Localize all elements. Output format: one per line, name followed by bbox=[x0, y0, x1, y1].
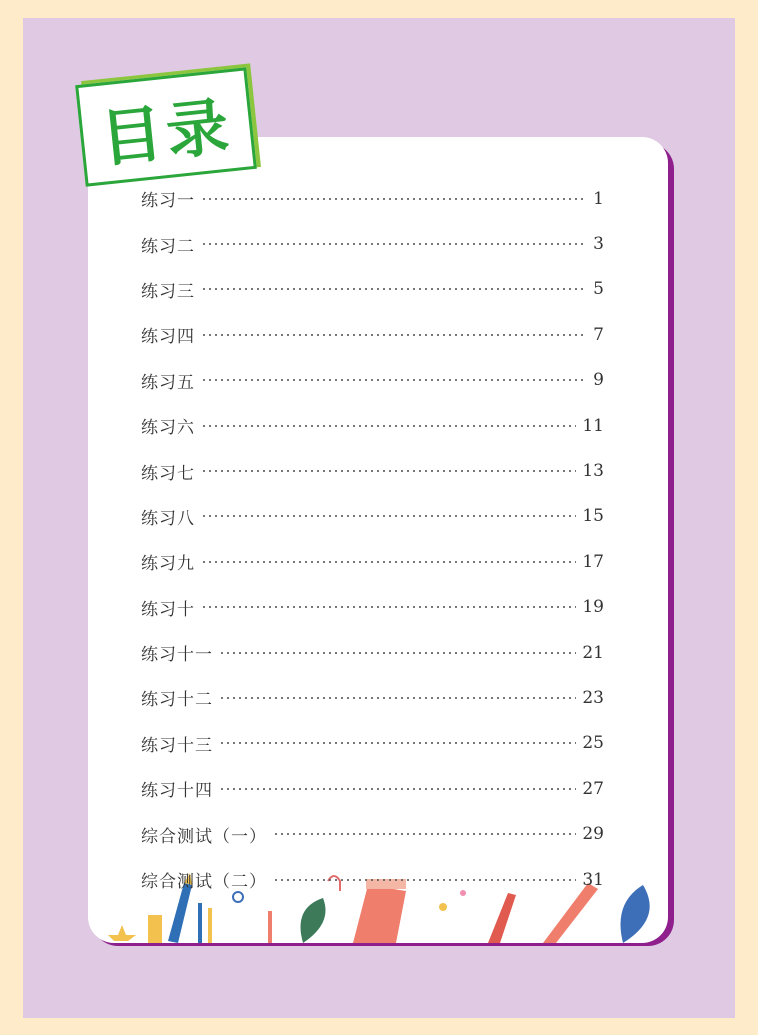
toc-entry[interactable] bbox=[141, 811, 604, 856]
toc-entry-label: 练习六 bbox=[141, 418, 195, 439]
toc-entry-label: 综合测试（一） bbox=[141, 826, 267, 847]
dot-leader bbox=[219, 697, 576, 699]
toc-entry-label: 练习十二 bbox=[141, 690, 213, 711]
dot-leader bbox=[201, 561, 576, 563]
toc-entry-page: 29 bbox=[582, 824, 604, 845]
toc-entry-page: 15 bbox=[582, 506, 604, 527]
toc-entry[interactable] bbox=[141, 312, 604, 357]
toc-entry[interactable] bbox=[141, 721, 604, 766]
dot-leader bbox=[201, 606, 576, 608]
toc-entry-page: 19 bbox=[582, 597, 604, 618]
toc-entry-page: 31 bbox=[582, 869, 604, 890]
toc-entry[interactable] bbox=[141, 630, 604, 675]
dot-leader bbox=[201, 379, 587, 381]
dot-leader bbox=[201, 470, 576, 472]
dot-leader bbox=[201, 198, 587, 200]
toc-entry[interactable] bbox=[141, 494, 604, 539]
toc-entry-label: 练习十一 bbox=[141, 645, 213, 666]
toc-entry-page: 23 bbox=[582, 687, 604, 708]
dot-leader bbox=[201, 515, 576, 517]
toc-entry-label: 练习二 bbox=[141, 236, 195, 257]
dot-leader bbox=[219, 652, 576, 654]
dot-leader bbox=[201, 425, 576, 427]
toc-entry-page: 5 bbox=[593, 279, 604, 300]
toc-entry-label: 练习十 bbox=[141, 599, 195, 620]
toc-entry-page: 3 bbox=[593, 234, 604, 255]
toc-entry-label: 练习九 bbox=[141, 554, 195, 575]
toc-entry-label: 练习四 bbox=[141, 327, 195, 348]
page-title: 目录 bbox=[97, 88, 236, 176]
toc-entry[interactable] bbox=[141, 585, 604, 630]
small-supplies-icon bbox=[148, 903, 272, 943]
toc-entry-label: 练习十四 bbox=[141, 781, 213, 802]
toc-entry[interactable] bbox=[141, 539, 604, 584]
toc-entry[interactable] bbox=[141, 176, 604, 221]
toc-entry[interactable] bbox=[141, 358, 604, 403]
toc-entry-label: 练习三 bbox=[141, 281, 195, 302]
toc-entry-label: 练习一 bbox=[141, 191, 195, 212]
dot-leader bbox=[201, 288, 587, 290]
dot-leader bbox=[201, 334, 587, 336]
toc-entry-label: 练习八 bbox=[141, 508, 195, 529]
dot-leader bbox=[273, 833, 576, 835]
toc-entry-page: 9 bbox=[593, 370, 604, 391]
toc-entry[interactable] bbox=[141, 766, 604, 811]
toc-entry-page: 27 bbox=[582, 778, 604, 799]
toc-entry[interactable] bbox=[141, 448, 604, 493]
toc-entry-label: 练习五 bbox=[141, 372, 195, 393]
toc-entry-page: 13 bbox=[582, 461, 604, 482]
toc-entry-page: 21 bbox=[582, 642, 604, 663]
toc-entry[interactable] bbox=[141, 221, 604, 266]
dot-leader bbox=[219, 788, 576, 790]
toc-entry-label: 练习七 bbox=[141, 463, 195, 484]
toc-entry[interactable] bbox=[141, 267, 604, 312]
toc-entry-page: 11 bbox=[582, 415, 604, 436]
dot-leader bbox=[219, 742, 576, 744]
toc-entry[interactable] bbox=[141, 403, 604, 448]
toc-entry-label: 综合测试（二） bbox=[141, 872, 267, 893]
dot-leader bbox=[273, 879, 576, 881]
heading-box bbox=[75, 67, 257, 186]
toc-entry-page: 25 bbox=[582, 733, 604, 754]
toc-entry-page: 1 bbox=[593, 188, 604, 209]
toc-entry-page: 7 bbox=[593, 324, 604, 345]
toc-entry[interactable] bbox=[141, 675, 604, 720]
dot-leader bbox=[201, 243, 587, 245]
toc-entry-label: 练习十三 bbox=[141, 735, 213, 756]
toc-entry[interactable] bbox=[141, 857, 604, 902]
toc-entry-page: 17 bbox=[582, 551, 604, 572]
table-of-contents bbox=[141, 176, 604, 902]
